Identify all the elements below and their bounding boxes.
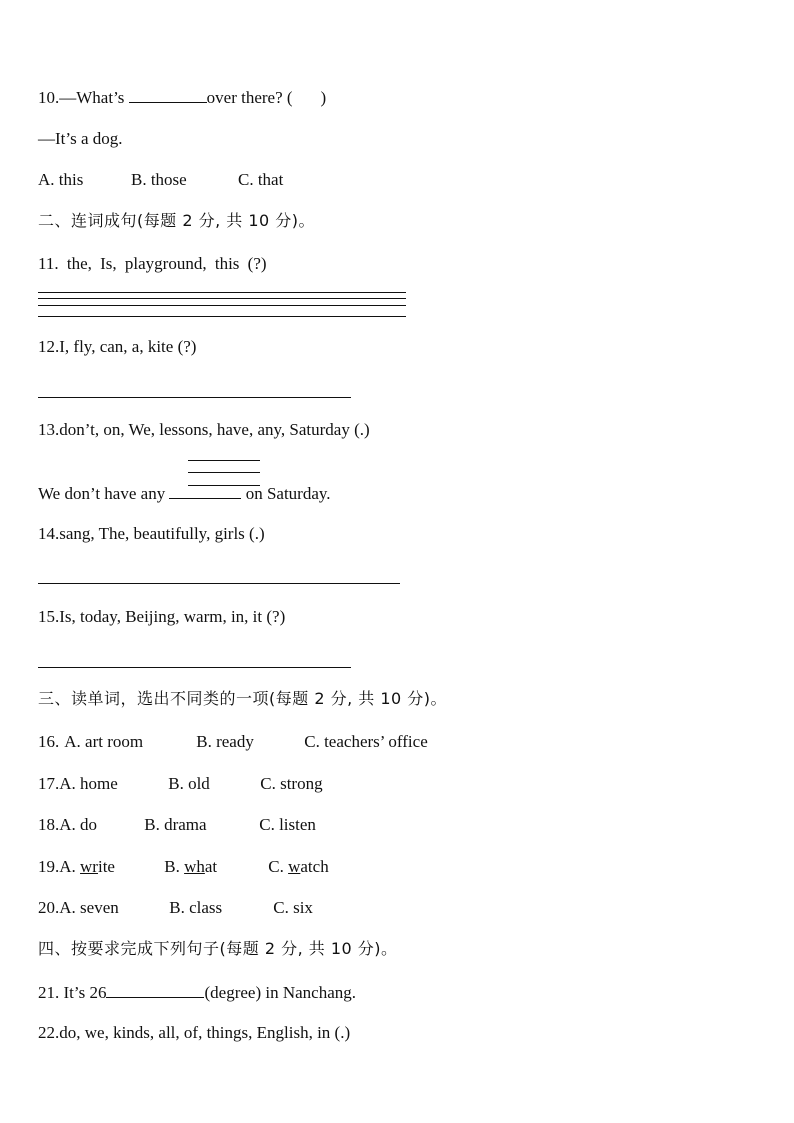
q13-stacked-line-2 (188, 472, 260, 473)
q16-option-a[interactable]: A. art room (64, 732, 144, 751)
q17-option-a[interactable]: A. home (59, 774, 118, 793)
q20-option-a[interactable]: A. seven (59, 898, 119, 917)
question-14: 14.sang, The, beautifully, girls (.) (38, 524, 265, 543)
q15-answer-line[interactable] (38, 667, 351, 668)
q13-blank[interactable] (169, 483, 241, 499)
q10-option-b[interactable]: B. those (131, 170, 187, 189)
q19-option-b[interactable]: B. what (164, 857, 218, 876)
q13-stacked-line-1 (188, 460, 260, 461)
q10-close: ) (320, 88, 327, 107)
section-2-title: 二、连词成句(每题 2 分, 共 10 分)。 (38, 211, 316, 230)
q21-blank[interactable] (106, 982, 204, 998)
question-21 (38, 982, 356, 1003)
q13-suffix: on Saturday. (245, 484, 331, 503)
q18-option-b[interactable]: B. drama (144, 815, 207, 834)
q10-option-a[interactable]: A. this (38, 170, 84, 189)
q10-prefix: 10.—What’s (38, 88, 125, 107)
q18-number: 18. (38, 815, 60, 834)
q17-option-c[interactable]: C. strong (260, 774, 323, 793)
question-17 (38, 774, 323, 794)
q18-option-c[interactable]: C. listen (259, 815, 316, 834)
q21-suffix: (degree) in Nanchang. (204, 983, 356, 1002)
q19-number: 19. (38, 857, 60, 876)
section-3-title: 三、读单词，选出不同类的一项(每题 2 分, 共 10 分)。 (38, 689, 448, 708)
q21-prefix: 21. It’s 26 (38, 983, 107, 1002)
q20-number: 20. (38, 898, 60, 917)
q11-answer-line-2[interactable] (38, 298, 406, 299)
q19-option-a[interactable]: A. write (59, 857, 115, 876)
q14-answer-line[interactable] (38, 583, 400, 584)
q10-suffix: over there? ( (206, 88, 293, 107)
question-10 (38, 87, 326, 108)
q10-options (38, 170, 283, 190)
question-11: 11. the, Is, playground, this (?) (38, 254, 267, 273)
section-4-title: 四、按要求完成下列句子(每题 2 分, 共 10 分)。 (38, 939, 398, 958)
q18-option-a[interactable]: A. do (59, 815, 98, 834)
question-15: 15.Is, today, Beijing, warm, in, it (?) (38, 607, 286, 626)
q13-sentence (38, 483, 331, 504)
q16-option-c[interactable]: C. teachers’ office (304, 732, 428, 751)
question-13: 13.don’t, on, We, lessons, have, any, Saturday (.) (38, 420, 370, 439)
q10-answer: —It’s a dog. (38, 129, 123, 148)
q20-option-b[interactable]: B. class (169, 898, 223, 917)
q20-option-c[interactable]: C. six (273, 898, 313, 917)
q11-answer-line-4[interactable] (38, 316, 406, 317)
q19-option-c[interactable]: C. watch (268, 857, 329, 876)
question-12: 12.I, fly, can, a, kite (?) (38, 337, 197, 356)
q12-answer-line[interactable] (38, 397, 351, 398)
q10-blank[interactable] (129, 87, 207, 103)
q16-option-b[interactable]: B. ready (196, 732, 254, 751)
question-20 (38, 898, 313, 918)
q16-number: 16. (38, 732, 60, 751)
q11-answer-line-1[interactable] (38, 292, 406, 293)
question-19 (38, 857, 329, 877)
q17-option-b[interactable]: B. old (168, 774, 210, 793)
question-18 (38, 815, 316, 835)
question-22: 22.do, we, kinds, all, of, things, English, in (.) (38, 1023, 351, 1042)
question-16 (38, 732, 428, 752)
q13-prefix: We don’t have any (38, 484, 166, 503)
q10-option-c[interactable]: C. that (238, 170, 284, 189)
q17-number: 17. (38, 774, 60, 793)
q11-answer-line-3[interactable] (38, 305, 406, 306)
